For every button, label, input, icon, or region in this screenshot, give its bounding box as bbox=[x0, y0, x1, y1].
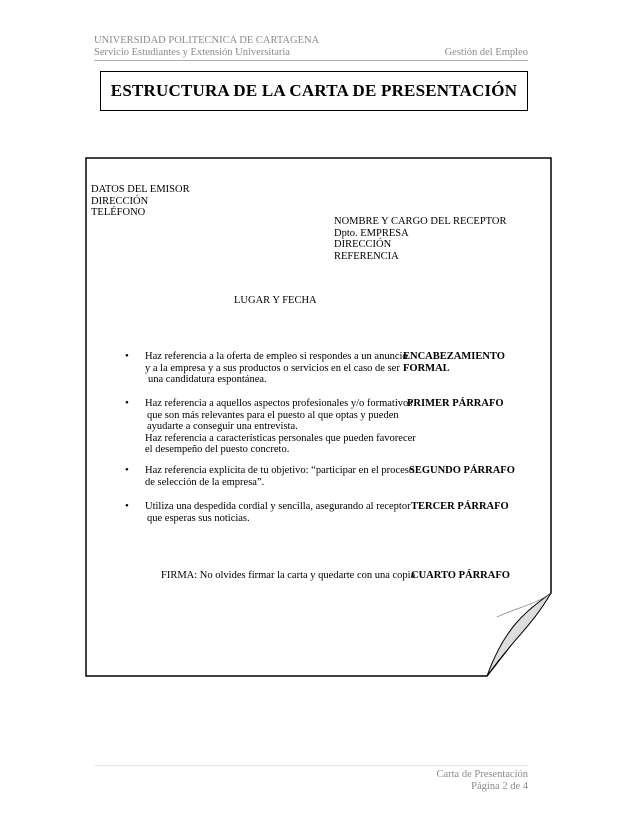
section-label-line: SEGUNDO PÁRRAFO bbox=[409, 465, 515, 476]
footer-page-number: Página 2 de 4 bbox=[471, 781, 528, 792]
place-date: LUGAR Y FECHA bbox=[234, 295, 317, 306]
section-text bbox=[145, 501, 411, 524]
sender-line: TELÉFONO bbox=[91, 207, 146, 218]
bullet-mark: • bbox=[125, 464, 129, 476]
letter-sheet bbox=[85, 157, 552, 677]
section-label-line: TERCER PÁRRAFO bbox=[411, 501, 509, 512]
section-label bbox=[409, 465, 515, 477]
recipient-line: REFERENCIA bbox=[334, 250, 399, 262]
signature-note: FIRMA: No olvides firmar la carta y quedarte con una copia bbox=[161, 570, 416, 581]
recipient-line: NOMBRE Y CARGO DEL RECEPTOR bbox=[334, 216, 507, 227]
document-title: ESTRUCTURA DE LA CARTA DE PRESENTACIÓN bbox=[110, 81, 518, 100]
section-label bbox=[407, 398, 504, 410]
section-line: y a la empresa y a sus productos o servicios en el caso de ser bbox=[145, 362, 400, 374]
header-service: Servicio Estudiantes y Extensión Universitaria bbox=[94, 47, 290, 58]
section-label bbox=[411, 501, 509, 513]
section-line: que son más relevantes para el puesto al que optas y pueden bbox=[147, 409, 399, 421]
section-line: que esperas sus noticias. bbox=[147, 512, 250, 524]
section-line: Haz referencia a características personales que pueden favorecer bbox=[145, 432, 416, 444]
section-text bbox=[145, 465, 414, 488]
section-label bbox=[403, 351, 505, 374]
section-text bbox=[145, 351, 408, 386]
footer-doc-name: Carta de Presentación bbox=[436, 769, 528, 780]
section-label-line: ENCABEZAMIENTO bbox=[403, 351, 505, 362]
section-line: una candidatura espontánea. bbox=[148, 374, 267, 385]
section-label-line: PRIMER PÁRRAFO bbox=[407, 398, 504, 409]
sender-line: DIRECCIÓN bbox=[91, 195, 149, 207]
bullet-mark: • bbox=[125, 500, 129, 512]
section-line: Haz referencia explícita de tu objetivo: “participar en el proceso bbox=[145, 465, 415, 476]
sender-line: DATOS DEL EMISOR bbox=[91, 184, 190, 195]
sender-block bbox=[91, 184, 190, 219]
section-text bbox=[145, 398, 416, 456]
section-line: de selección de la empresa”. bbox=[145, 476, 265, 488]
recipient-line: Dpto. EMPRESA bbox=[334, 227, 409, 239]
bullet-mark: • bbox=[125, 350, 129, 362]
signature-label: CUARTO PÁRRAFO bbox=[411, 570, 510, 581]
bullet-mark: • bbox=[125, 397, 129, 409]
section-line: el desempeño del puesto concreto. bbox=[145, 444, 290, 455]
recipient-block bbox=[334, 216, 507, 262]
section-label-line: FORMAL bbox=[403, 362, 450, 374]
section-line: Haz referencia a la oferta de empleo si respondes a un anuncio bbox=[145, 351, 408, 362]
section-line: Haz referencia a aquellos aspectos profesionales y/o formativos bbox=[145, 398, 413, 409]
section-line: ayudarte a conseguir una entrevista. bbox=[147, 421, 298, 432]
section-line: Utiliza una despedida cordial y sencilla, asegurando al receptor bbox=[145, 501, 411, 512]
header-section: Gestión del Empleo bbox=[444, 47, 528, 58]
header-divider bbox=[94, 60, 528, 61]
header-institution: UNIVERSIDAD POLITECNICA DE CARTAGENA bbox=[94, 35, 320, 46]
recipient-line: DIRECCIÓN bbox=[334, 239, 392, 250]
document-title-box bbox=[100, 71, 528, 111]
footer-divider bbox=[94, 765, 528, 766]
